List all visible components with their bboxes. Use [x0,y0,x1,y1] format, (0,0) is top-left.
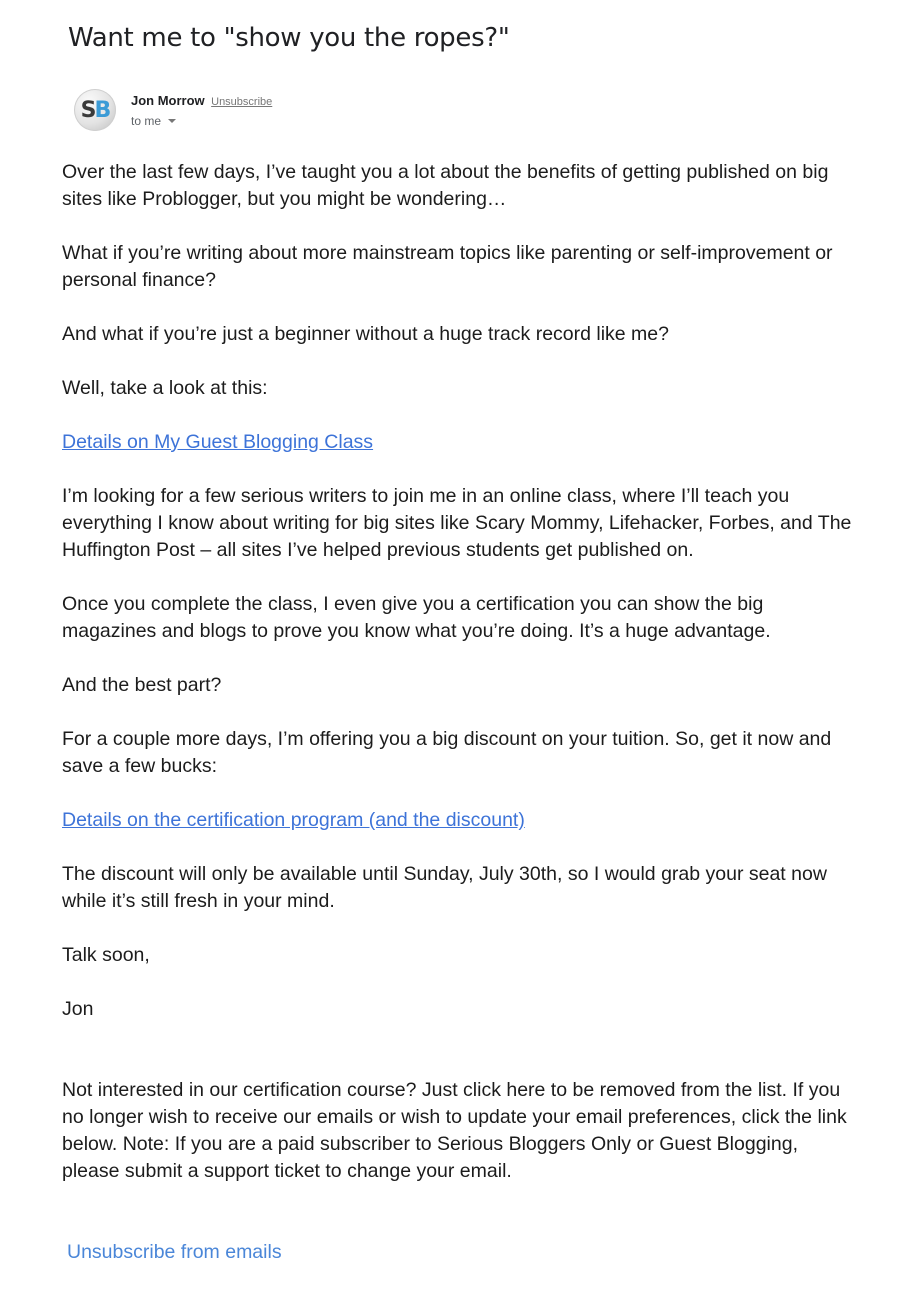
guest-blogging-class-link[interactable]: Details on My Guest Blogging Class [62,431,374,453]
body-paragraph: The discount will only be available until Sunday, July 30th, so I would grab your seat now while it’s still fresh in your mind. [62,863,827,912]
footer-notice: Not interested in our certification course? Just click here to be removed from the list. If you no longer wish to receive our emails or wish to update your email preferences, click the link below. Note: If you are a paid subscriber to Serious Bloggers Only or Guest Blogging, please submit a support ticket to change your email. [62,1079,847,1182]
body-paragraph: Well, take a look at this: [62,377,268,399]
body-paragraph: I’m looking for a few serious writers to join me in an online class, where I’ll teach you everything I know about writing for big sites like Scary Mommy, Lifehacker, Forbes, and The Huffington Post – all sites I’ve helped previous students get published on. [62,485,852,561]
signature: Jon [62,998,94,1020]
avatar-letter-b: B [94,97,110,123]
link-paragraph [62,429,852,456]
sender-avatar[interactable] [74,89,116,131]
sender-name[interactable]: Jon Morrow [131,93,205,108]
body-paragraph: Over the last few days, I’ve taught you a lot about the benefits of getting published on big sites like Problogger, but you might be wondering… [62,161,829,210]
body-paragraph: Once you complete the class, I even give you a certification you can show the big magazines and blogs to prove you know what you’re doing. It’s a huge advantage. [62,593,771,642]
body-paragraph: For a couple more days, I’m offering you a big discount on your tuition. So, get it now and save a few bucks: [62,728,832,777]
certification-program-link[interactable]: Details on the certification program (and the discount) [62,809,525,831]
avatar-letter-s: S [80,97,95,123]
header-unsubscribe-link[interactable]: Unsubscribe [211,96,273,108]
email-body [62,159,852,1212]
link-paragraph [62,807,852,834]
sign-off: Talk soon, [62,944,150,966]
body-paragraph: And what if you’re just a beginner without a huge track record like me? [62,323,669,345]
sender-line [131,93,272,110]
body-paragraph: And the best part? [62,674,222,696]
caret-down-icon[interactable] [168,119,176,123]
unsubscribe-from-emails-link[interactable]: Unsubscribe from emails [67,1241,282,1263]
recipient-label: to me [131,114,162,128]
body-paragraph: What if you’re writing about more mainstream topics like parenting or self-improvement or personal finance? [62,242,833,291]
email-subject: Want me to "show you the ropes?" [68,23,510,53]
recipient-details-toggle[interactable] [131,113,176,129]
